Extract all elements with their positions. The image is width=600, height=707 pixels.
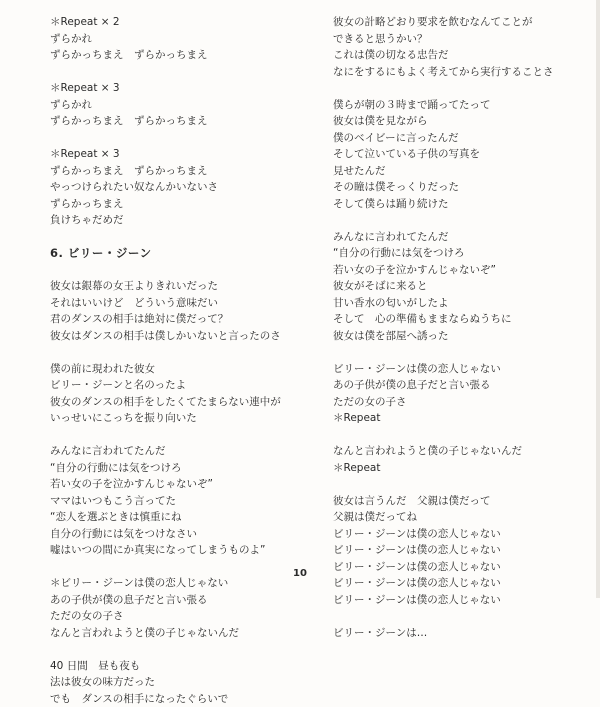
lyric-line: ビリー・ジーンと名のったよ (50, 377, 310, 394)
lyric-line: 彼女は僕を部屋へ誘った (333, 328, 583, 345)
lyric-line: ずらかっちまえ (50, 196, 310, 213)
right-lyrics-column (333, 14, 583, 641)
lyric-line: ＊Repeat × 3 (50, 80, 310, 97)
lyric-line: 彼女は言うんだ 父親は僕だって (333, 493, 583, 510)
lyric-line: ビリー・ジーンは僕の恋人じゃない (333, 559, 583, 576)
lyric-line: みんなに言われてたんだ (333, 229, 583, 246)
lyric-line: “自分の行動には気をつけろ (333, 245, 583, 262)
lyric-line: ビリー・ジーンは僕の恋人じゃない (333, 526, 583, 543)
lyric-line: 僕のベイビーに言ったんだ (333, 130, 583, 147)
lyric-line: ずらかっちまえ ずらかっちまえ (50, 113, 310, 130)
lyric-line: そして 心の準備もままならぬうちに (333, 311, 583, 328)
lyric-line: ずらかっちまえ ずらかっちまえ (50, 47, 310, 64)
lyric-line: 法は彼女の味方だった (50, 674, 310, 691)
lyric-line: ずらかっちまえ ずらかっちまえ (50, 163, 310, 180)
lyric-line: そして僕らは踊り続けた (333, 196, 583, 213)
stanza-gap (50, 229, 310, 246)
page-edge-shadow (596, 0, 600, 598)
lyric-line: ＊Repeat × 3 (50, 146, 310, 163)
lyric-line: 若い女の子を泣かすんじゃないぞ” (333, 262, 583, 279)
lyric-line: 自分の行動には気をつけなさい (50, 526, 310, 543)
lyric-line: 彼女のダンスの相手をしたくてたまらない連中が (50, 394, 310, 411)
lyric-line: 僕の前に現われた彼女 (50, 361, 310, 378)
stanza-gap (333, 427, 583, 444)
lyric-line: でも ダンスの相手になったぐらいで (50, 691, 310, 707)
lyric-line: ビリー・ジーンは… (333, 625, 583, 642)
lyric-line: なんと言われようと僕の子じゃないんだ (333, 443, 583, 460)
lyric-line: 僕らが朝の３時まで踊ってたって (333, 97, 583, 114)
lyric-line: ビリー・ジーンは僕の恋人じゃない (333, 542, 583, 559)
lyric-line: ずらかれ (50, 97, 310, 114)
stanza-gap (50, 64, 310, 81)
stanza-gap (50, 344, 310, 361)
lyric-line: あの子供が僕の息子だと言い張る (333, 377, 583, 394)
lyric-line: いっせいにこっちを振り向いた (50, 410, 310, 427)
lyric-line: “恋人を選ぶときは慎重にね (50, 509, 310, 526)
lyric-line: ビリー・ジーンは僕の恋人じゃない (333, 592, 583, 609)
lyric-line: これは僕の切なる忠告だ (333, 47, 583, 64)
lyric-line: 彼女は銀幕の女王よりきれいだった (50, 278, 310, 295)
lyric-line: 40 日間 昼も夜も (50, 658, 310, 675)
lyric-line: やっつけられたい奴なんかいないさ (50, 179, 310, 196)
lyric-line: 甘い香水の匂いがしたよ (333, 295, 583, 312)
lyric-line: ＊Repeat × 2 (50, 14, 310, 31)
stanza-gap (333, 80, 583, 97)
lyric-line: ＊Repeat (333, 410, 583, 427)
lyric-line: 彼女がそばに来ると (333, 278, 583, 295)
lyric-line: それはいいけど どういう意味だい (50, 295, 310, 312)
lyric-line: 彼女はダンスの相手は僕しかいないと言ったのさ (50, 328, 310, 345)
stanza-gap (333, 476, 583, 493)
lyric-line: ずらかれ (50, 31, 310, 48)
lyric-line: ＊Repeat (333, 460, 583, 477)
lyric-line: 彼女は僕を見ながら (333, 113, 583, 130)
stanza-gap (50, 262, 310, 279)
lyric-line: みんなに言われてたんだ (50, 443, 310, 460)
lyric-line: 君のダンスの相手は絶対に僕だって？ (50, 311, 310, 328)
lyric-line: 若い女の子を泣かすんじゃないぞ” (50, 476, 310, 493)
lyric-line: 父親は僕だってね (333, 509, 583, 526)
lyric-line: 彼女の計略どおり要求を飲むなんてことが (333, 14, 583, 31)
lyric-line: 見せたんだ (333, 163, 583, 180)
lyric-line: ビリー・ジーンは僕の恋人じゃない (333, 575, 583, 592)
stanza-gap (50, 427, 310, 444)
lyric-line: できると思うかい？ (333, 31, 583, 48)
stanza-gap (50, 641, 310, 658)
stanza-gap (333, 212, 583, 229)
lyric-line: ＊ビリー・ジーンは僕の恋人じゃない (50, 575, 310, 592)
lyric-line: ママはいつもこう言ってた (50, 493, 310, 510)
lyric-line: なにをするにもよく考えてから実行することさ (333, 64, 583, 81)
lyric-line: あの子供が僕の息子だと言い張る (50, 592, 310, 609)
lyric-line: その瞳は僕そっくりだった (333, 179, 583, 196)
page-number: 10 (290, 568, 310, 579)
lyric-line: そして泣いている子供の写真を (333, 146, 583, 163)
song-title: 6. ビリー・ジーン (50, 245, 310, 262)
lyric-line: ただの女の子さ (333, 394, 583, 411)
stanza-gap (50, 130, 310, 147)
stanza-gap (333, 344, 583, 361)
lyric-line: ビリー・ジーンは僕の恋人じゃない (333, 361, 583, 378)
lyric-line: “自分の行動には気をつけろ (50, 460, 310, 477)
stanza-gap (50, 559, 310, 576)
stanza-gap (333, 608, 583, 625)
lyric-line: ただの女の子さ (50, 608, 310, 625)
left-lyrics-column (50, 14, 310, 707)
lyric-line: 負けちゃだめだ (50, 212, 310, 229)
lyric-line: なんと言われようと僕の子じゃないんだ (50, 625, 310, 642)
lyric-line: 嘘はいつの間にか真実になってしまうものよ” (50, 542, 310, 559)
